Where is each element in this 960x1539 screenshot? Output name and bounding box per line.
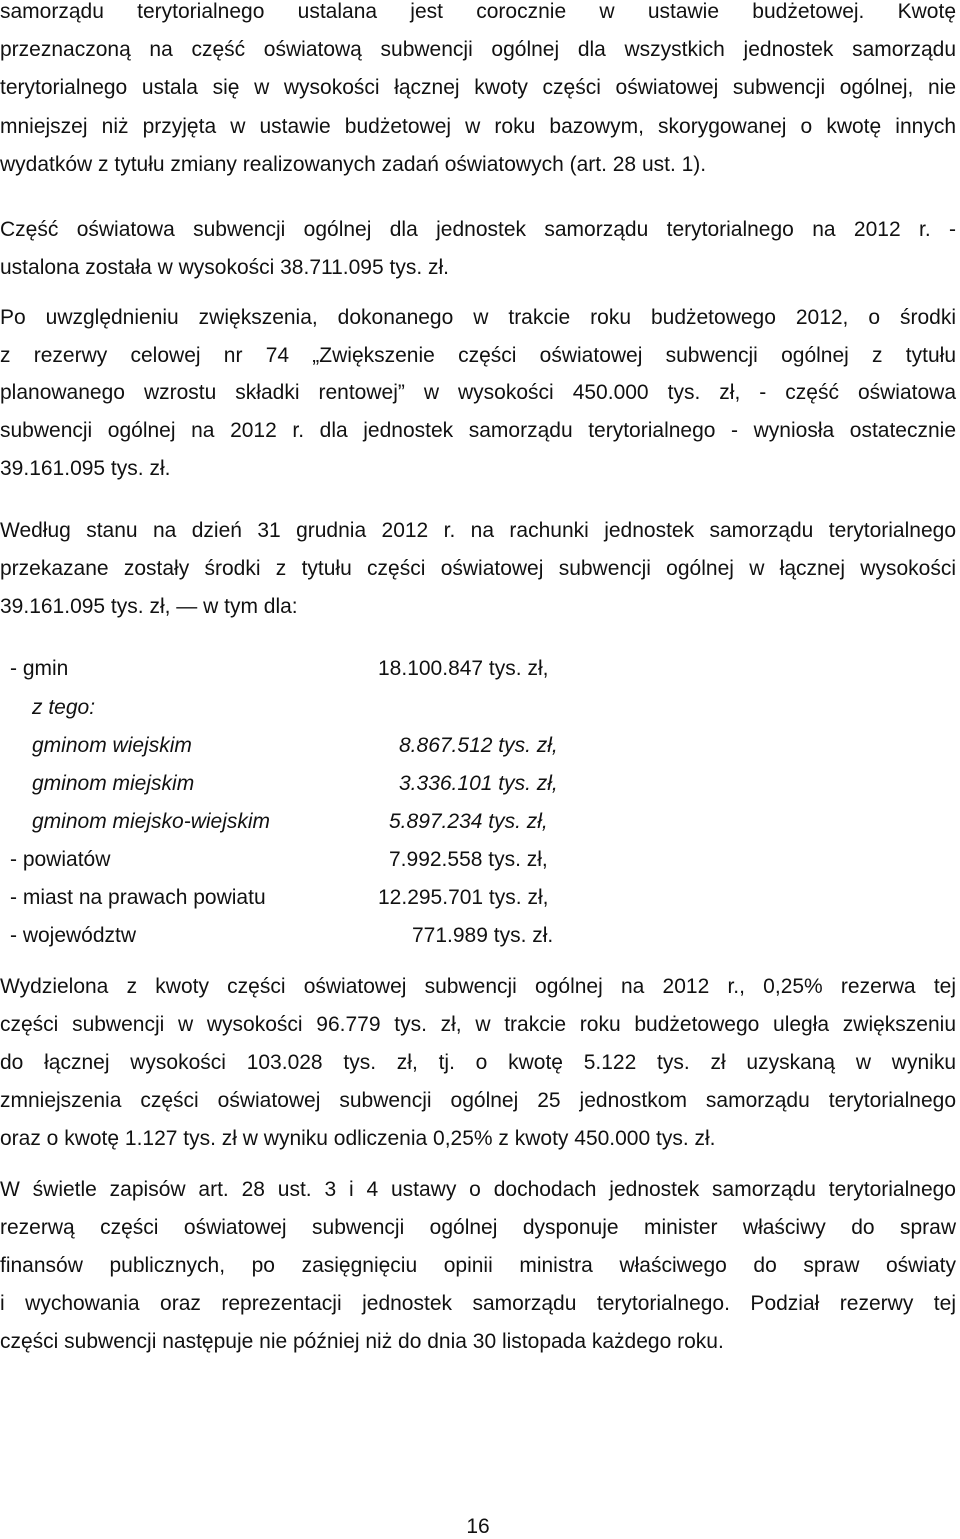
breakdown-value-wojewodztw: 771.989 tys. zł. [412,924,554,947]
paragraph-line: 39.161.095 tys. zł. [0,457,171,480]
paragraph-line: samorządu terytorialnego ustalana jest corocznie w ustawie budżetowej. Kwotę [0,0,956,23]
paragraph-line: finansów publicznych, po zasięgnięciu opinii ministra właściwego do spraw oświaty [0,1254,956,1277]
breakdown-value-miejskim: 3.336.101 tys. zł, [399,772,558,795]
breakdown-value-wiejskim: 8.867.512 tys. zł, [399,734,558,757]
paragraph-line: subwencji ogólnej na 2012 r. dla jednostek samorządu terytorialnego - wyniosła ostatecznie [0,419,956,442]
paragraph-line: planowanego wzrostu składki rentowej” w wysokości 450.000 tys. zł, - część oświatowa [0,381,956,404]
breakdown-value-gmin: 18.100.847 tys. zł, [378,657,549,680]
paragraph-line: Po uwzględnieniu zwiększenia, dokonanego w trakcie roku budżetowego 2012, o środki [0,306,956,329]
paragraph-line: części subwencji następuje nie później niż do dnia 30 listopada każdego roku. [0,1330,724,1353]
breakdown-label-gmin: - gmin [10,657,69,680]
breakdown-label-miejsko-wiejskim: gminom miejsko-wiejskim [32,810,271,833]
paragraph-line: z rezerwy celowej nr 74 „Zwiększenie części oświatowej subwencji ogólnej z tytułu [0,344,956,367]
paragraph-line: Wydzielona z kwoty części oświatowej subwencji ogólnej na 2012 r., 0,25% rezerwa tej [0,975,956,998]
paragraph-line: mniejszej niż przyjęta w ustawie budżetowej w roku bazowym, skorygowanej o kwotę innych [0,115,956,138]
paragraph-line: i wychowania oraz reprezentacji jednostek samorządu terytorialnego. Podział rezerwy tej [0,1292,956,1315]
paragraph-line: 39.161.095 tys. zł, — w tym dla: [0,595,298,618]
paragraph-line: rezerwą części oświatowej subwencji ogólnej dysponuje minister właściwy do spraw [0,1216,956,1239]
paragraph-line: części subwencji w wysokości 96.779 tys. zł, w trakcie roku budżetowego uległa zwiększeniu [0,1013,956,1036]
paragraph-line: Część oświatowa subwencji ogólnej dla jednostek samorządu terytorialnego na 2012 r. - [0,218,956,241]
breakdown-label-wiejskim: gminom wiejskim [32,734,192,757]
breakdown-value-miejsko-wiejskim: 5.897.234 tys. zł, [389,810,548,833]
paragraph-line: przekazane zostały środki z tytułu części oświatowej subwencji ogólnej w łącznej wysokości [0,557,956,580]
breakdown-label-miast: - miast na prawach powiatu [10,886,266,909]
paragraph-line: wydatków z tytułu zmiany realizowanych zadań oświatowych (art. 28 ust. 1). [0,153,707,176]
paragraph-line: terytorialnego ustala się w wysokości łącznej kwoty części oświatowej subwencji ogólnej, nie [0,76,956,99]
paragraph-line: zmniejszenia części oświatowej subwencji ogólnej 25 jednostkom samorządu terytorialnego [0,1089,956,1112]
paragraph-line: Według stanu na dzień 31 grudnia 2012 r. na rachunki jednostek samorządu terytorialnego [0,519,956,542]
paragraph-line: do łącznej wysokości 103.028 tys. zł, tj. o kwotę 5.122 tys. zł uzyskaną w wyniku [0,1051,956,1074]
breakdown-subheading: z tego: [32,696,96,719]
breakdown-label-powiatow: - powiatów [10,848,111,871]
paragraph-line: przeznaczoną na część oświatową subwencji ogólnej dla wszystkich jednostek samorządu [0,38,956,61]
breakdown-label-miejskim: gminom miejskim [32,772,195,795]
breakdown-value-powiatow: 7.992.558 tys. zł, [389,848,548,871]
page-number: 16 [466,1515,490,1538]
paragraph-line: ustalona została w wysokości 38.711.095 tys. zł. [0,256,450,279]
paragraph-line: oraz o kwotę 1.127 tys. zł w wyniku odliczenia 0,25% z kwoty 450.000 tys. zł. [0,1127,716,1150]
breakdown-value-miast: 12.295.701 tys. zł, [378,886,549,909]
paragraph-line: W świetle zapisów art. 28 ust. 3 i 4 ustawy o dochodach jednostek samorządu terytorialnego [0,1178,956,1201]
breakdown-label-wojewodztw: - województw [10,924,137,947]
